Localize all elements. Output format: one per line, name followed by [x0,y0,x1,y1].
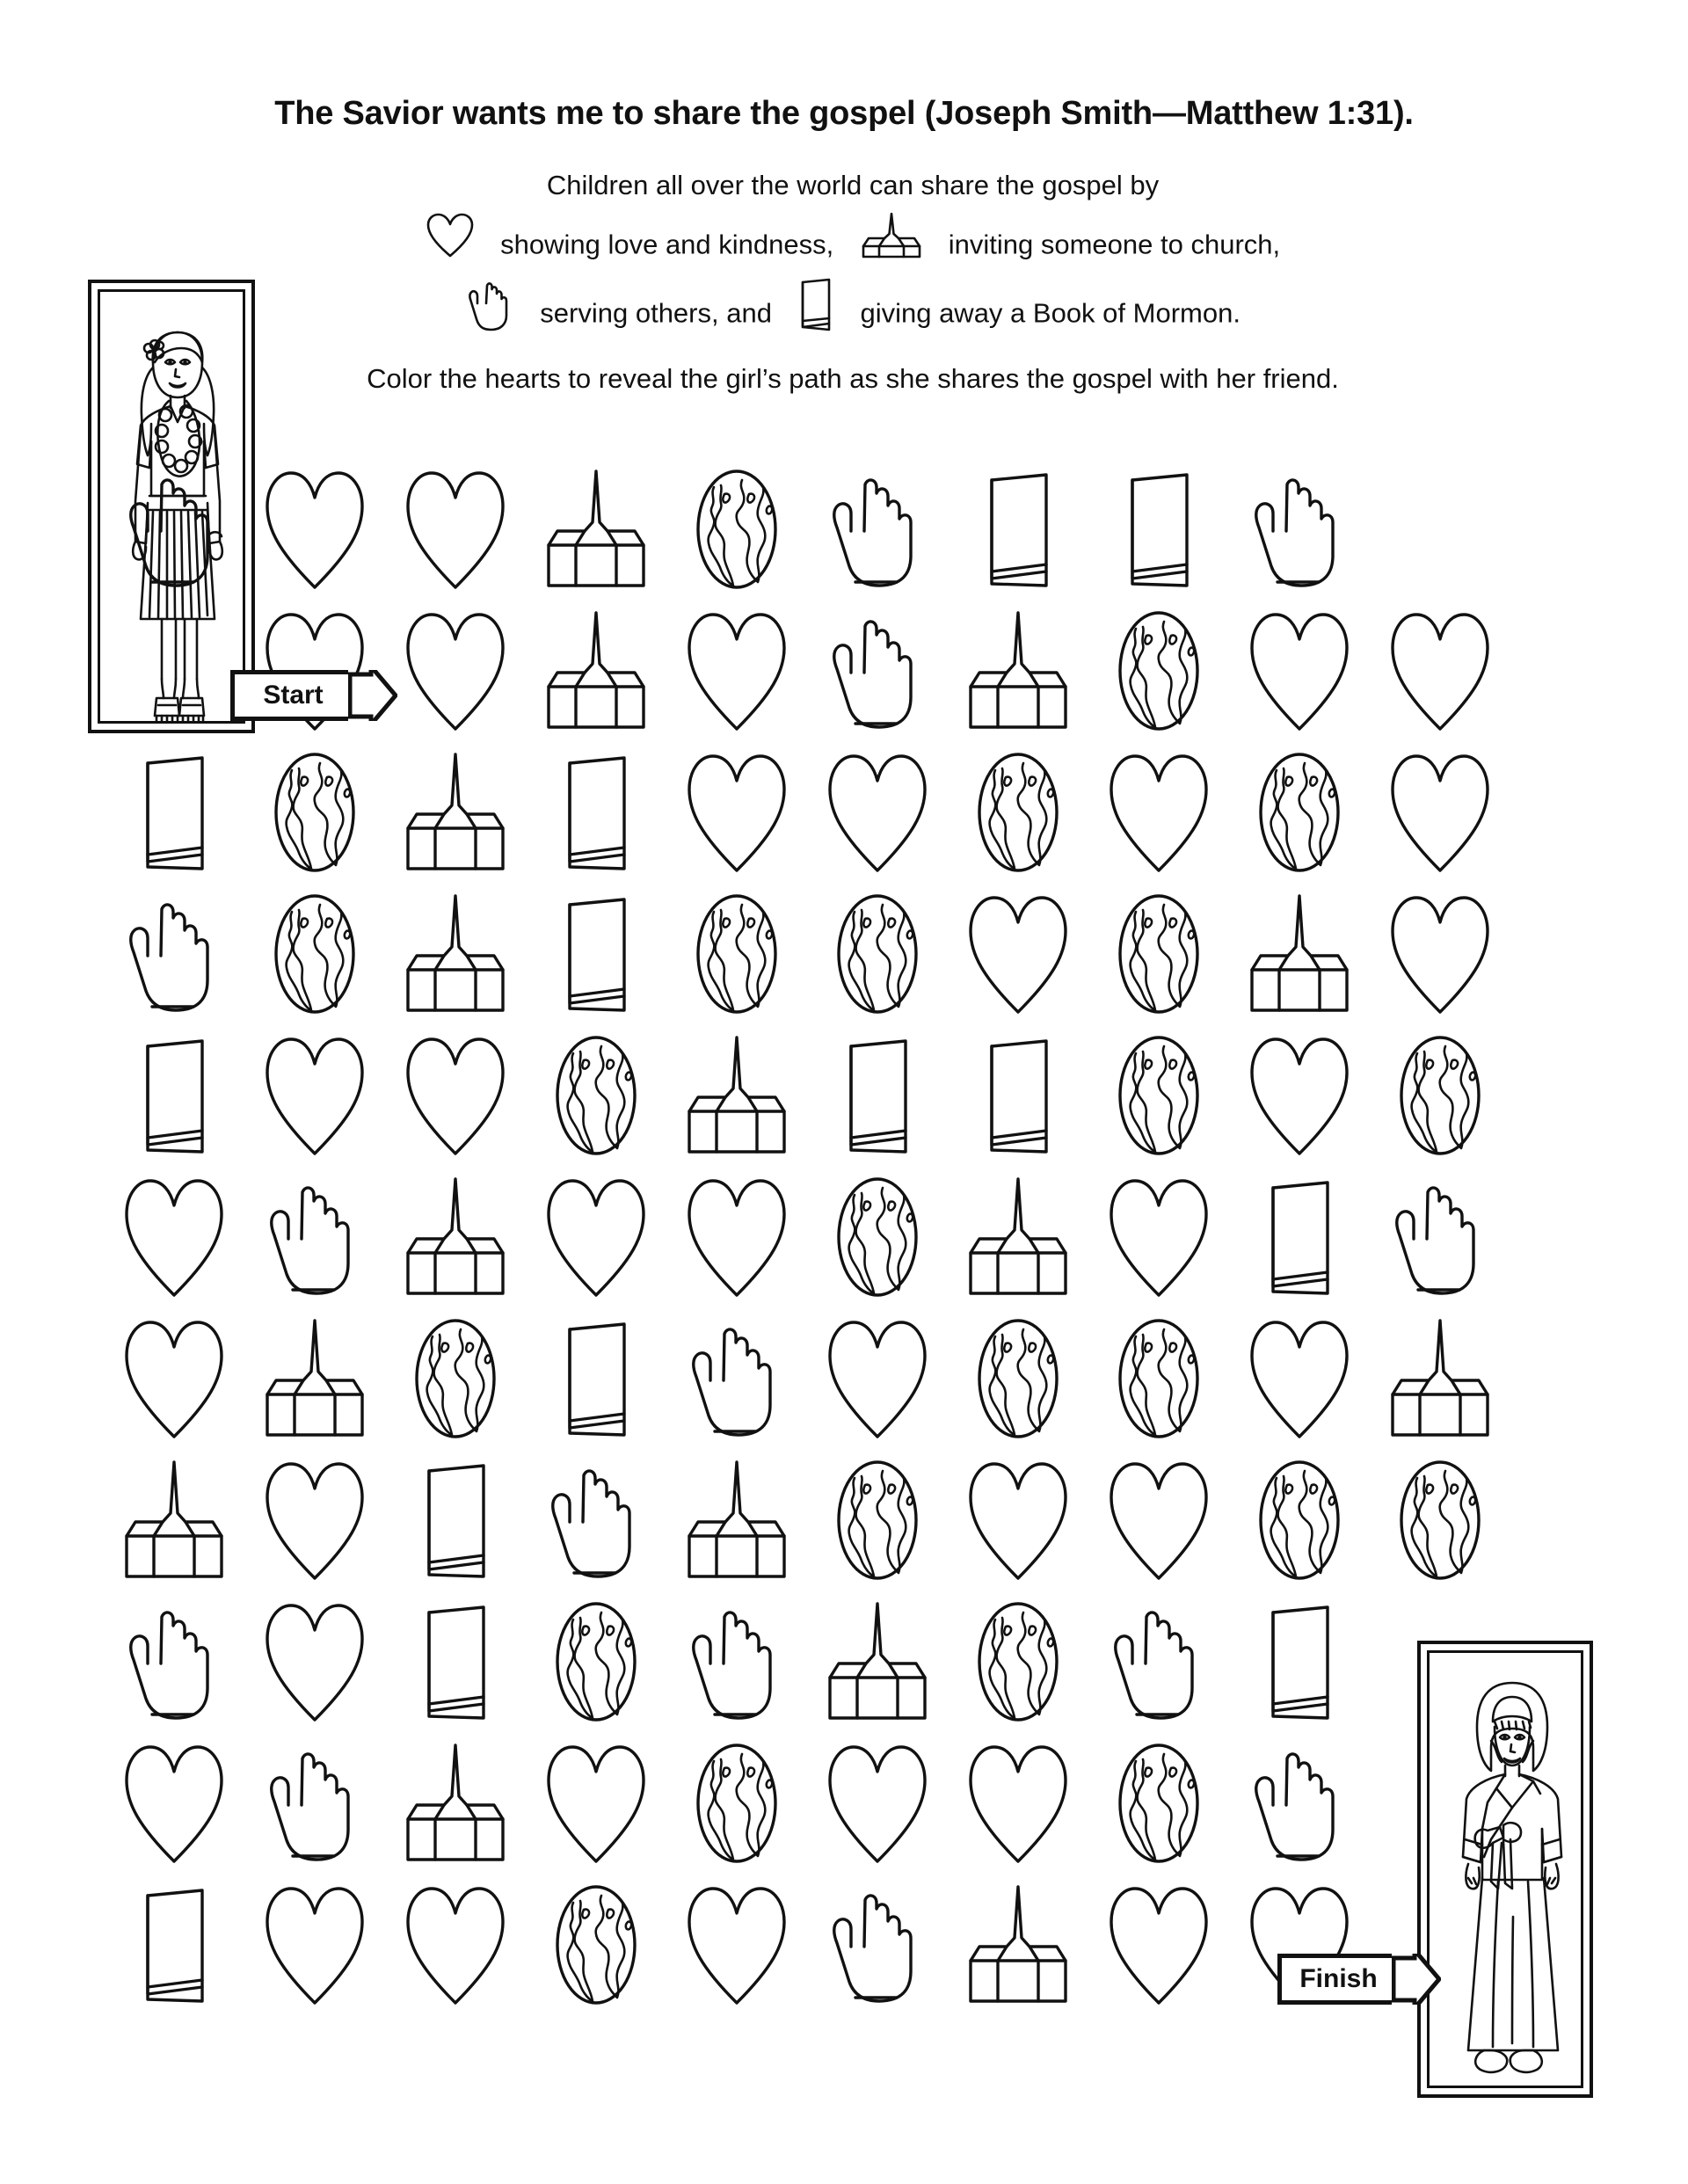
globe-icon[interactable] [1106,1742,1211,1865]
temple-icon[interactable] [1387,1317,1493,1440]
heart-icon[interactable] [262,1034,367,1157]
hand-icon[interactable] [262,1742,367,1865]
heart-icon[interactable] [121,1742,227,1865]
heart-icon [426,213,475,277]
heart-icon[interactable] [1247,1317,1352,1440]
heart-icon[interactable] [965,1742,1071,1865]
heart-icon[interactable] [1106,1176,1211,1299]
heart-icon[interactable] [965,892,1071,1016]
heart-icon[interactable] [684,609,789,732]
globe-icon[interactable] [1247,751,1352,874]
hand-icon[interactable] [825,468,930,591]
heart-icon[interactable] [1247,609,1352,732]
temple-icon[interactable] [403,1742,508,1865]
temple-icon[interactable] [403,892,508,1016]
instructions-line-3-text-b: giving away a Book of Mormon. [860,297,1241,329]
globe-icon[interactable] [684,1742,789,1865]
book-icon[interactable] [1247,1176,1352,1299]
globe-icon[interactable] [262,751,367,874]
maze-row [121,889,1528,1030]
instructions-line-2-text-a: showing love and kindness, [500,229,834,260]
temple-icon[interactable] [965,1883,1071,2006]
book-icon[interactable] [543,892,649,1016]
heart-icon[interactable] [825,751,930,874]
instructions-line-3 [273,277,1433,350]
instructions-line-2 [273,213,1433,277]
globe-icon[interactable] [543,1034,649,1157]
globe-icon[interactable] [543,1600,649,1723]
hand-icon[interactable] [825,1883,930,2006]
book-icon[interactable] [121,1883,227,2006]
heart-icon[interactable] [543,1176,649,1299]
globe-icon[interactable] [965,751,1071,874]
heart-icon[interactable] [403,468,508,591]
book-icon[interactable] [403,1600,508,1723]
globe-icon[interactable] [1106,1034,1211,1157]
maze-row [121,1738,1528,1880]
heart-icon[interactable] [1247,1034,1352,1157]
hand-icon[interactable] [684,1317,789,1440]
book-icon[interactable] [965,468,1071,591]
heart-icon[interactable] [262,1459,367,1582]
maze-row [121,1172,1528,1314]
hand-icon[interactable] [825,609,930,732]
globe-icon[interactable] [403,1317,508,1440]
globe-icon[interactable] [825,892,930,1016]
heart-icon[interactable] [262,468,367,591]
arrow-right-icon [348,670,397,721]
instructions-line-4 [273,350,1433,406]
heart-icon[interactable] [403,1883,508,2006]
instructions-line-3-text-a: serving others, and [540,297,772,329]
globe-icon[interactable] [965,1600,1071,1723]
heart-icon[interactable] [262,1600,367,1723]
book-icon[interactable] [543,751,649,874]
temple-icon[interactable] [684,1034,789,1157]
globe-icon[interactable] [1106,892,1211,1016]
maze-row [121,464,1528,606]
globe-icon[interactable] [684,892,789,1016]
heart-icon[interactable] [543,1742,649,1865]
finish-banner [1277,1954,1441,2005]
globe-icon[interactable] [1387,1459,1493,1582]
book-icon[interactable] [121,751,227,874]
globe-icon[interactable] [965,1317,1071,1440]
temple-icon[interactable] [543,468,649,591]
maze-row [121,747,1528,889]
heart-icon[interactable] [121,1317,227,1440]
heart-icon[interactable] [965,1459,1071,1582]
maze-row [121,1597,1528,1738]
page-title: The Savior wants me to share the gospel (Joseph Smith—Matthew 1:31). [274,95,1414,132]
instructions-line-2-text-b: inviting someone to church, [948,229,1281,260]
hand-icon[interactable] [262,1176,367,1299]
globe-icon[interactable] [684,468,789,591]
book-icon[interactable] [825,1034,930,1157]
temple-icon[interactable] [262,1317,367,1440]
temple-icon[interactable] [121,1459,227,1582]
temple-icon[interactable] [403,1176,508,1299]
instructions-block [273,157,1433,406]
heart-icon[interactable] [825,1742,930,1865]
heart-icon[interactable] [684,1176,789,1299]
heart-icon[interactable] [403,609,508,732]
heart-icon[interactable] [1387,892,1493,1016]
maze-row [121,1455,1528,1597]
book-icon[interactable] [403,1459,508,1582]
arrow-right-icon [1392,1954,1441,2005]
hand-icon[interactable] [121,468,227,591]
globe-icon[interactable] [1247,1459,1352,1582]
hand-icon[interactable] [543,1459,649,1582]
hand-icon[interactable] [121,1600,227,1723]
temple-icon[interactable] [965,609,1071,732]
globe-icon[interactable] [543,1883,649,2006]
heart-icon[interactable] [1106,751,1211,874]
heart-icon[interactable] [1387,751,1493,874]
globe-icon[interactable] [1106,609,1211,732]
heart-icon[interactable] [121,1176,227,1299]
heart-icon[interactable] [262,1883,367,2006]
book-icon[interactable] [1247,1600,1352,1723]
book-icon[interactable] [121,1034,227,1157]
book-icon[interactable] [1106,468,1211,591]
temple-icon[interactable] [965,1176,1071,1299]
start-label: Start [230,670,348,721]
globe-icon[interactable] [1106,1317,1211,1440]
hand-icon[interactable] [1106,1600,1211,1723]
instructions-line-4-text: Color the hearts to reveal the girl’s path as she shares the gospel with her friend. [367,362,1339,394]
globe-icon[interactable] [1387,1034,1493,1157]
temple-icon[interactable] [684,1459,789,1582]
hand-icon [465,277,514,350]
maze-row [121,1314,1528,1455]
book-icon[interactable] [965,1034,1071,1157]
globe-icon[interactable] [825,1176,930,1299]
finish-label: Finish [1277,1954,1392,2005]
heart-icon[interactable] [684,1883,789,2006]
heart-icon[interactable] [403,1034,508,1157]
instructions-line-1 [273,157,1433,213]
temple-icon[interactable] [403,751,508,874]
heart-icon[interactable] [825,1317,930,1440]
heart-icon[interactable] [684,751,789,874]
heart-icon[interactable] [1106,1459,1211,1582]
hand-icon[interactable] [1247,1742,1352,1865]
hand-icon[interactable] [684,1600,789,1723]
heart-icon[interactable] [1106,1883,1211,2006]
temple-icon[interactable] [543,609,649,732]
temple-icon [860,213,923,277]
globe-icon[interactable] [262,892,367,1016]
heart-icon[interactable] [1387,609,1493,732]
temple-icon[interactable] [825,1600,930,1723]
globe-icon[interactable] [825,1459,930,1582]
start-banner [230,670,397,721]
instructions-line-1-text: Children all over the world can share the gospel by [546,169,1160,200]
hand-icon[interactable] [1247,468,1352,591]
hand-icon[interactable] [1387,1176,1493,1299]
book-icon[interactable] [543,1317,649,1440]
maze-row [121,1030,1528,1172]
hand-icon[interactable] [121,892,227,1016]
book-icon [797,277,834,350]
temple-icon[interactable] [1247,892,1352,1016]
